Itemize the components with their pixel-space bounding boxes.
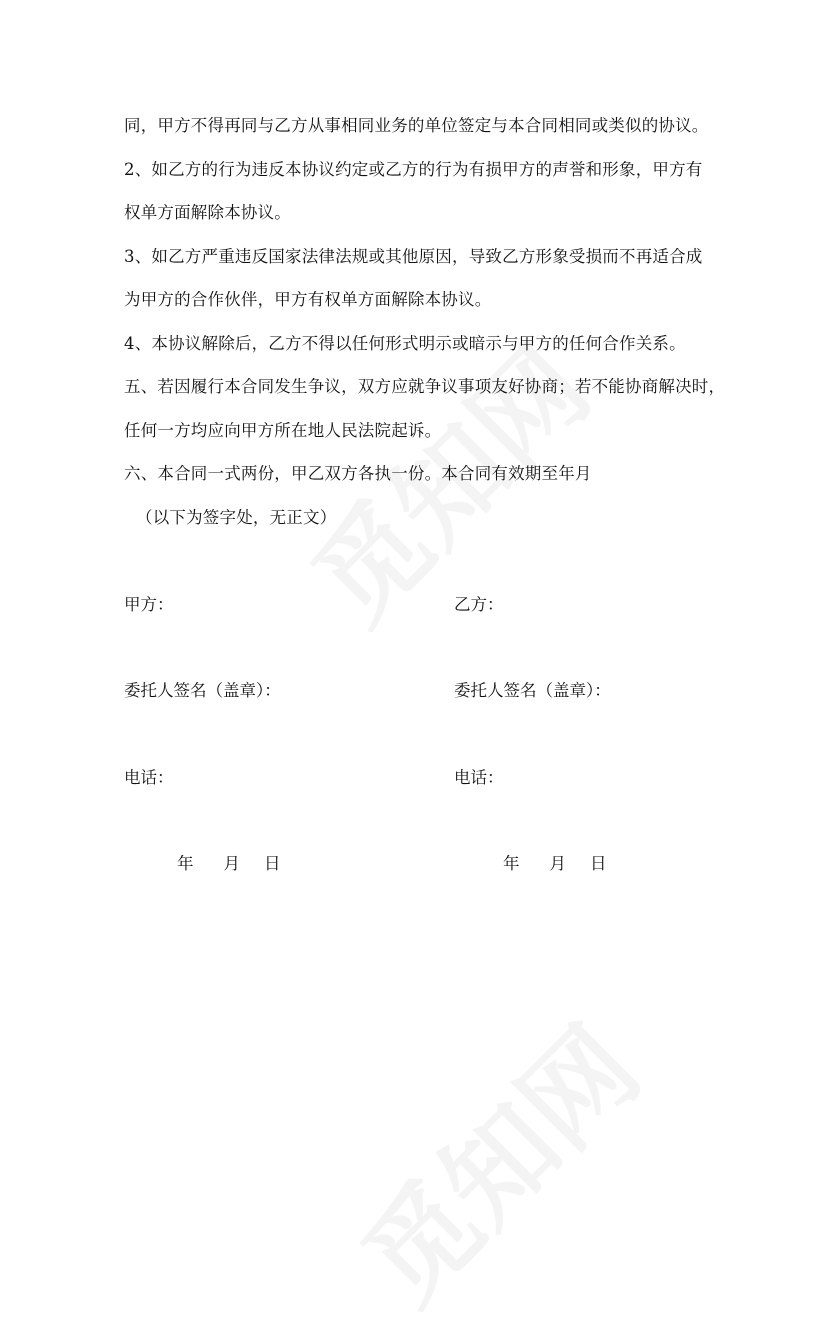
body-line-5: 为甲方的合作伙伴，甲方有权单方面解除本协议。 bbox=[124, 290, 492, 309]
body-line-9: 六、本合同一式两份，甲乙双方各执一份。本合同有效期至年月 bbox=[124, 464, 592, 483]
date-a-year: 年 bbox=[177, 854, 194, 873]
phone-a-label: 电话： bbox=[124, 768, 174, 787]
date-a-day: 日 bbox=[264, 854, 281, 873]
agent-b-label: 委托人签名（盖章）： bbox=[454, 681, 611, 700]
body-line-7: 五、若因履行本合同发生争议，双方应就争议事项友好协商；若不能协商解决时， bbox=[124, 377, 726, 396]
watermark-bottom bbox=[322, 986, 667, 1331]
party-a-label: 甲方： bbox=[124, 595, 174, 614]
date-b-day: 日 bbox=[590, 854, 607, 873]
agent-a-label: 委托人签名（盖章）： bbox=[124, 681, 281, 700]
body-line-4: 3、如乙方严重违反国家法律法规或其他原因，导致乙方形象受损而不再适合成 bbox=[124, 247, 703, 266]
date-b-month: 月 bbox=[549, 854, 566, 873]
date-a bbox=[177, 853, 281, 875]
date-b bbox=[503, 853, 607, 875]
body-line-3: 权单方面解除本协议。 bbox=[124, 203, 291, 222]
body-line-8: 任何一方均应向甲方所在地人民法院起诉。 bbox=[124, 421, 442, 440]
phone-b-label: 电话： bbox=[454, 768, 504, 787]
date-a-month: 月 bbox=[223, 854, 240, 873]
body-line-2: 2、如乙方的行为违反本协议约定或乙方的行为有损甲方的声誉和形象，甲方有 bbox=[124, 160, 703, 179]
body-line-1: 同，甲方不得再同与乙方从事相同业务的单位签定与本合同相同或类似的协议。 bbox=[124, 116, 709, 135]
date-b-year: 年 bbox=[503, 854, 520, 873]
party-b-label: 乙方： bbox=[454, 595, 504, 614]
signature-note: （以下为签字处，无正文） bbox=[136, 508, 337, 527]
body-line-6: 4、本协议解除后，乙方不得以任何形式明示或暗示与甲方的任何合作关系。 bbox=[124, 334, 686, 353]
